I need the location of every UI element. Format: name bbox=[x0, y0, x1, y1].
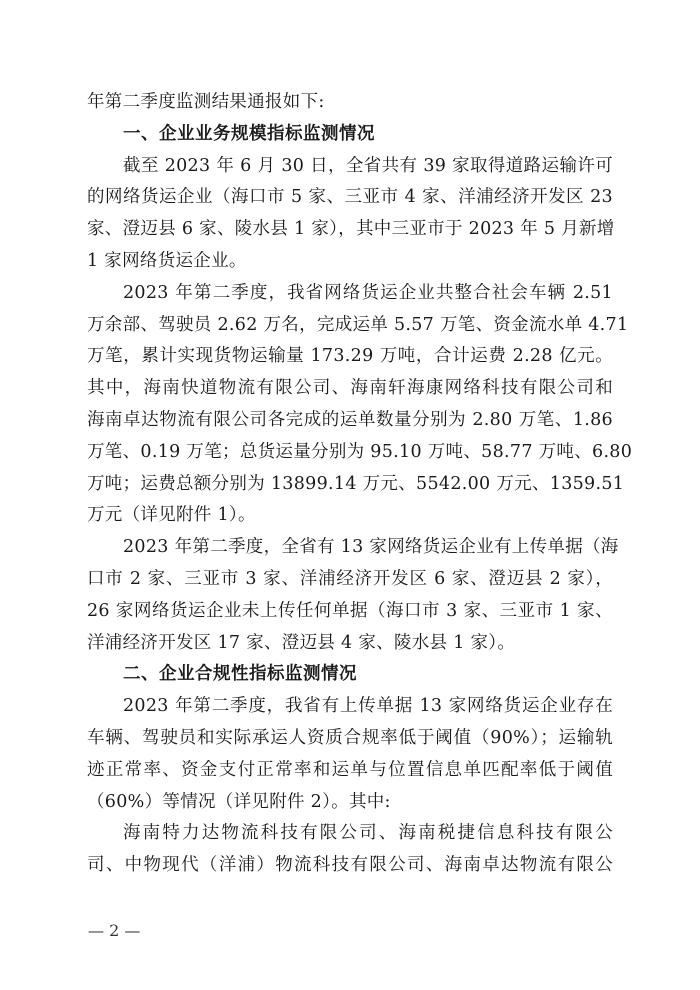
paragraph-line: 2023 年第二季度，全省有 13 家网络货运企业有上传单据（海 bbox=[123, 537, 619, 558]
paragraph-line: 万笔，累计实现货物运输量 173.29 万吨，合计运费 2.28 亿元。 bbox=[87, 346, 613, 367]
paragraph-line: （60%）等情况（详见附件 2）。其中: bbox=[87, 791, 391, 812]
paragraph-line: 迹正常率、资金支付正常率和运单与位置信息单匹配率低于阈值 bbox=[87, 759, 613, 780]
document-body bbox=[87, 87, 633, 882]
paragraph-line: 家、澄迈县 6 家、陵水县 1 家），其中三亚市于 2023 年 5 月新增 bbox=[87, 219, 615, 240]
section-heading-1: 一、企业业务规模指标监测情况 bbox=[123, 123, 375, 144]
paragraph-line: 2023 年第二季度，我省有上传单据 13 家网络货运企业存在 bbox=[123, 696, 613, 717]
paragraph-line: 的网络货运企业（海口市 5 家、三亚市 4 家、洋浦经济开发区 23 bbox=[87, 187, 613, 208]
page-number: — 2 — bbox=[88, 921, 141, 940]
paragraph-line: 26 家网络货运企业未上传任何单据（海口市 3 家、三亚市 1 家、 bbox=[87, 600, 613, 621]
section-heading-2: 二、企业合规性指标监测情况 bbox=[123, 664, 357, 685]
paragraph-line: 洋浦经济开发区 17 家、澄迈县 4 家、陵水县 1 家）。 bbox=[87, 632, 516, 653]
paragraph-line: 万余部、驾驶员 2.62 万名，完成运单 5.57 万笔、资金流水单 4.71 bbox=[87, 314, 629, 335]
paragraph-line: 1 家网络货运企业。 bbox=[87, 250, 247, 271]
paragraph-line: 口市 2 家、三亚市 3 家、洋浦经济开发区 6 家、澄迈县 2 家）， bbox=[87, 568, 613, 589]
paragraph-line: 其中，海南快道物流有限公司、海南轩海康网络科技有限公司和 bbox=[87, 378, 613, 399]
paragraph-line: 司、中物现代（洋浦）物流科技有限公司、海南卓达物流有限公 bbox=[87, 855, 613, 876]
paragraph-line: 海南卓达物流有限公司各完成的运单数量分别为 2.80 万笔、1.86 bbox=[87, 409, 613, 430]
paragraph-line: 年第二季度监测结果通报如下: bbox=[87, 92, 325, 112]
paragraph-line: 万元（详见附件 1）。 bbox=[87, 505, 256, 526]
paragraph-line: 万吨；运费总额分别为 13899.14 万元、5542.00 万元、1359.51 bbox=[87, 473, 625, 494]
paragraph-line: 车辆、驾驶员和实际承运人资质合规率低于阈值（90%）；运输轨 bbox=[87, 727, 613, 748]
paragraph-line: 万笔、0.19 万笔；总货运量分别为 95.10 万吨、58.77 万吨、6.80 bbox=[87, 441, 633, 462]
paragraph-line: 截至 2023 年 6 月 30 日，全省共有 39 家取得道路运输许可 bbox=[123, 155, 613, 176]
paragraph-line: 2023 年第二季度，我省网络货运企业共整合社会车辆 2.51 bbox=[123, 282, 613, 303]
paragraph-line: 海南特力达物流科技有限公司、海南税捷信息科技有限公 bbox=[123, 823, 613, 844]
